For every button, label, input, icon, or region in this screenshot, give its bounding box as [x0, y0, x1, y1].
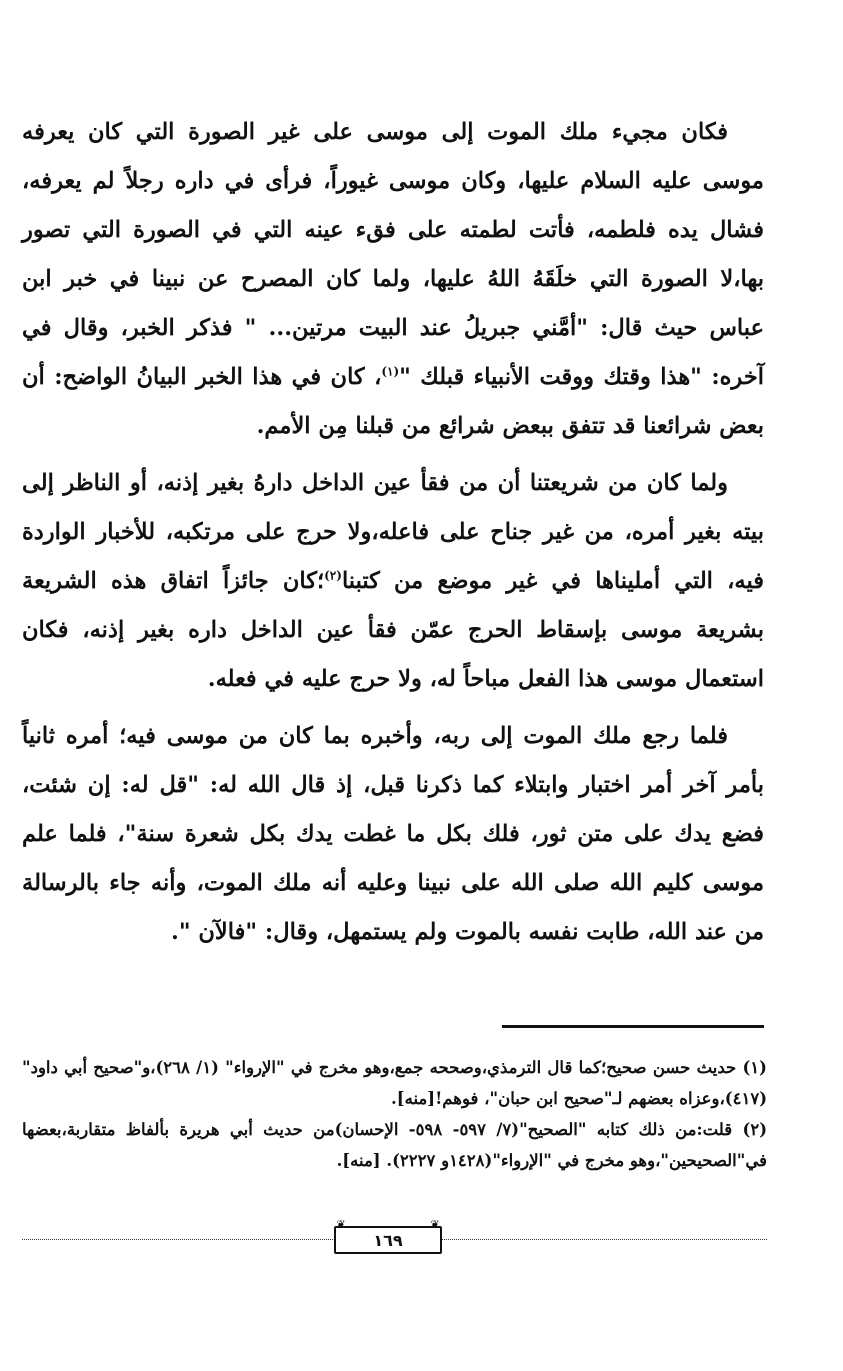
paragraph-1-text-a: فكان مجيء ملك الموت إلى موسى على غير الصورة التي كان يعرفه موسى عليه السلام عليها، وكان موسى غيوراً، فرأى في داره رجلاً لم يعرفه، فشال يده فلطمه، فأتت لطمته على فقء عينه التي في الصورة التي تصور بها،لا الصورة التي خلَقَهُ اللهُ عليها، ولما كان المصرح عن نبينا في خبر ابن عباس حيث قال: "أمَّني جبريلُ عند البيت مرتين... " فذكر الخبر، وقال في آخره: "هذا وقتك ووقت الأنبياء قبلك ": [22, 119, 764, 390]
page-number-frame: [334, 1218, 442, 1254]
paragraph-3: [22, 712, 764, 957]
paragraph-1: [22, 108, 764, 451]
footnote-1: (١) حديث حسن صحيح؛كما قال الترمذي،وصححه جمع،وهو مخرج في "الإرواء" (١/ ٢٦٨)،و"صحيح أبي داود"(٤١٧)،وعزاه بعضهم لـ"صحيح ابن حبان"، فوهم![منه].: [22, 1058, 767, 1108]
footnote-ref-1: (١): [381, 364, 400, 379]
footnote-divider: [502, 1025, 764, 1028]
frame-ornament-left-icon: ❦: [336, 1218, 346, 1231]
footnotes: [22, 1052, 767, 1176]
footnote-ref-2: (٢): [324, 568, 342, 583]
paragraph-2-text-a: ولما كان من شريعتنا أن من فقأ عين الداخل دارهُ بغير إذنه، أو الناظر إلى بيته بغير أمره، من غير جناح على فاعله،ولا حرج على مرتكبه، للأخبار الواردة فيه، التي أمليناها في غير موضع من كتبنا: [22, 470, 764, 594]
page-number: ١٦٩: [373, 1230, 403, 1250]
paragraph-3-text: فلما رجع ملك الموت إلى ربه، وأخبره بما كان من موسى فيه؛ أمره ثانياً بأمر آخر أمر اختبار وابتلاء كما ذكرنا قبل، إذ قال الله له: "قل له: إن شئت، فضع يدك على متن ثور، فلك بكل ما غطت يدك بكل شعرة سنة"، فلما علم موسى كليم الله صلى الله على نبينا وعليه أنه ملك الموت، وأنه جاء بالرسالة من عند الله، طابت نفسه بالموت ولم يستمهل، وقال: "فالآن ".: [22, 723, 764, 945]
frame-ornament-right-icon: ❦: [430, 1218, 440, 1231]
main-text: [22, 108, 764, 965]
footnote-2: (٢) قلت:من ذلك كتابه "الصحيح"(٧/ ٥٩٧- ٥٩٨- الإحسان)من حديث أبي هريرة بألفاظ متقاربة،بعضها في"الصحيحين"،وهو مخرج في "الإرواء"(١٤٢٨و ٢٢٢٧). [منه].: [22, 1120, 767, 1170]
paragraph-2: [22, 459, 764, 704]
paragraph-1-text-b: ، كان في هذا الخبر البيانُ الواضح: أن بعض شرائعنا قد تتفق ببعض شرائع من قبلنا مِن الأمم.: [22, 364, 764, 439]
paragraph-2-text-b: ؛كان جائزاً اتفاق هذه الشريعة بشريعة موسى بإسقاط الحرج عمّن فقأ عين الداخل داره بغير إذنه، فكان استعمال موسى هذا الفعل مباحاً له، ولا حرج عليه في فعله.: [22, 568, 764, 692]
